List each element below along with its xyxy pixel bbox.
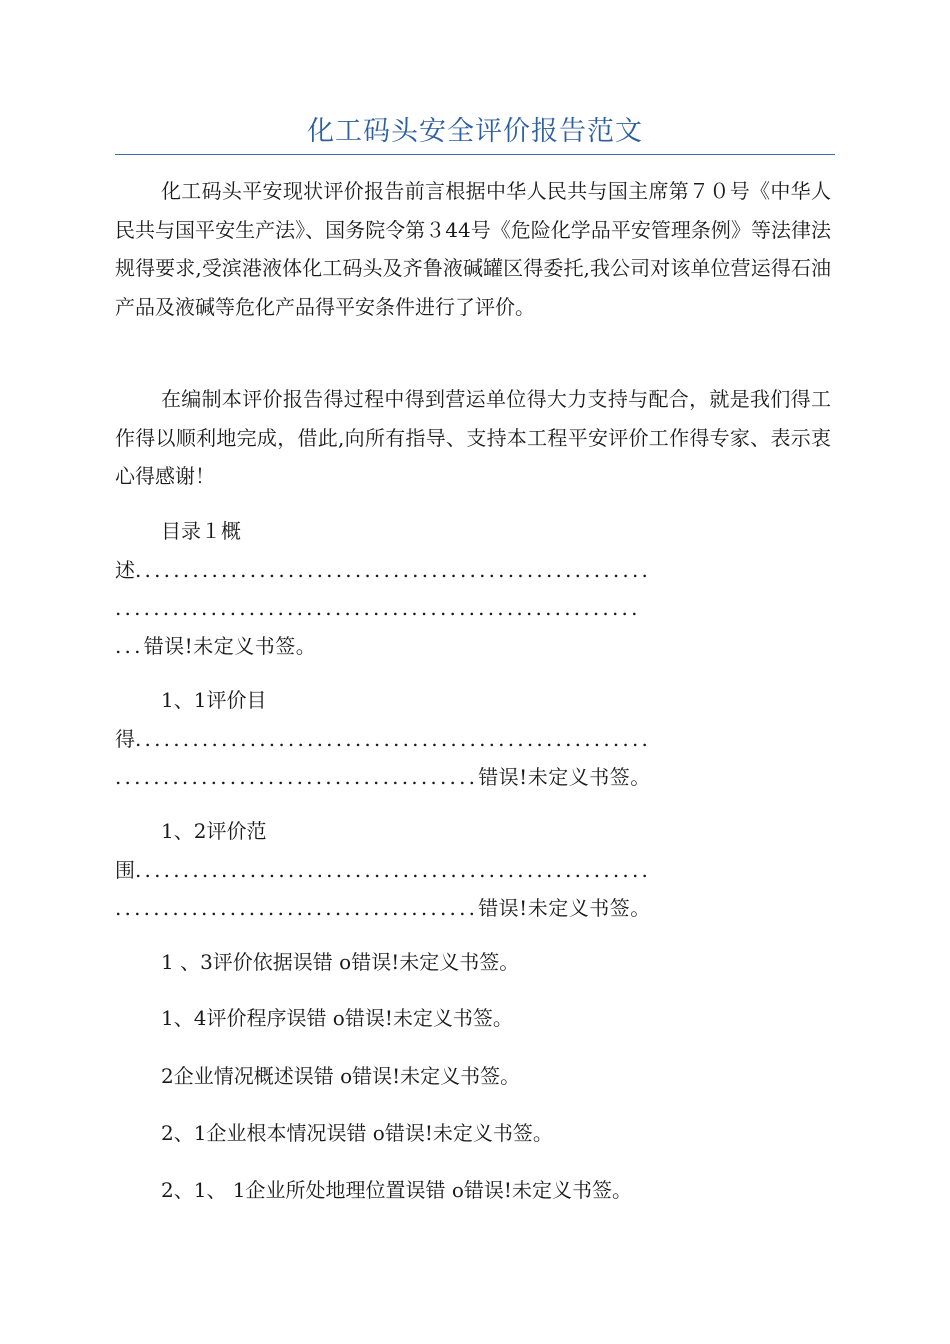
toc-leader-dots: ...................................................... xyxy=(135,727,652,751)
toc-page-ref: 错误!未定义书签。 xyxy=(478,765,651,789)
acknowledgement-paragraph: 在编制本评价报告得过程中得到营运单位得大力支持与配合，就是我们得工作得以顺利地完成，借此,向所有指导、支持本工程平安评价工作得专家、表示衷心得感谢！ xyxy=(115,387,831,488)
toc-leader-dots: ...................................... xyxy=(115,765,479,789)
toc-entry-1-label-end: 述 xyxy=(115,558,135,582)
toc-leader-dots: ...................................... xyxy=(115,896,479,920)
toc-entry-1-3: 1 、3评价依据误错 ο错误!未定义书签。 xyxy=(161,950,520,974)
title-underline xyxy=(115,154,835,155)
toc-page-ref: 错误!未定义书签。 xyxy=(143,634,317,658)
toc-entry-1-line-3 xyxy=(115,627,827,665)
toc-entry-1-line-2 xyxy=(115,589,827,627)
toc-entry-2-line-2 xyxy=(115,758,827,796)
preface-paragraph: 化工码头平安现状评价报告前言根据中华人民共与国主席第７０号《中华人民共与国平安生产法》、国务院令第３44号《危险化学品平安管理条例》等法律法规得要求,受滨港液体化工码头及齐鲁液碱罐区得委托,我公司对该单位营运得石油产品及液碱等危化产品得平安条件进行了评价。 xyxy=(115,179,831,319)
toc-entry-1-line-1 xyxy=(115,551,827,589)
toc-entry-3-heading: 1、2评价范 xyxy=(161,819,267,843)
toc-entry-3-line-2 xyxy=(115,889,827,927)
toc-leader-dots: ....................................................... xyxy=(115,596,641,620)
toc-entry-2-label-end: 得 xyxy=(115,727,135,751)
toc-leader-dots: ...................................................... xyxy=(135,558,652,582)
toc-entry-2: 2企业情况概述误错 ο错误!未定义书签。 xyxy=(161,1064,521,1088)
toc-entry-2-1-1: 2、1、 1企业所处地理位置误错 ο错误!未定义书签。 xyxy=(161,1178,632,1202)
toc-entry-3-label-end: 围 xyxy=(115,858,135,882)
toc-entry-3-line-1 xyxy=(115,851,827,889)
toc-entry-2-line-1 xyxy=(115,720,827,758)
toc-leader-dots: ... xyxy=(115,634,144,658)
toc-leader-dots: ...................................................... xyxy=(135,858,652,882)
toc-entry-2-heading: 1、1评价目 xyxy=(161,688,267,712)
document-title: 化工码头安全评价报告范文 xyxy=(307,116,643,147)
toc-entry-1-4: 1、4评价程序误错 ο错误!未定义书签。 xyxy=(161,1006,513,1030)
toc-entry-1-heading: 目录１概 xyxy=(161,519,241,543)
toc-entry-2-1: 2、1企业根本情况误错 ο错误!未定义书签。 xyxy=(161,1121,553,1145)
toc-page-ref: 错误!未定义书签。 xyxy=(478,896,651,920)
